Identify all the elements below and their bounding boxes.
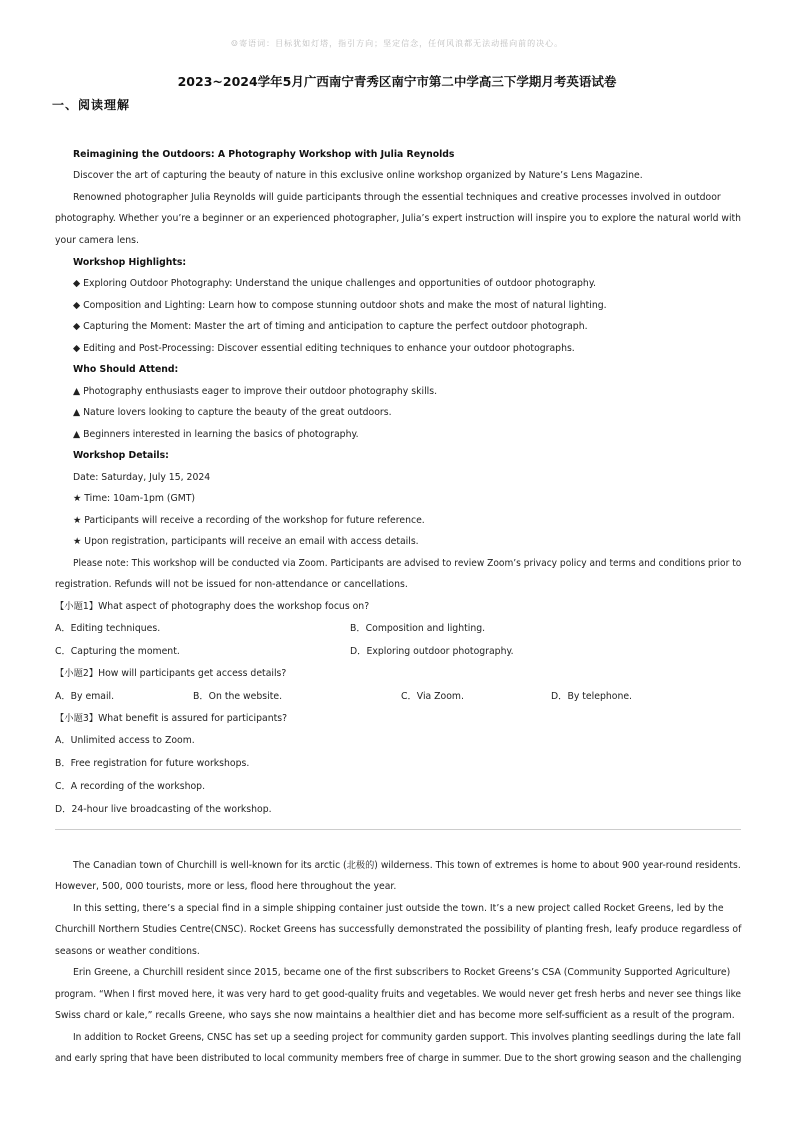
answer-option-a[interactable]: A．Unlimited access to Zoom.: [55, 735, 195, 746]
question-stem: 【小题3】What benefit is assured for participants?: [55, 713, 288, 724]
section-divider: [55, 829, 741, 830]
list-item: ◆ Composition and Lighting: Learn how to compose stunning outdoor shots and make the most of natural lighting.: [73, 300, 607, 311]
paragraph-line: In addition to Rocket Greens, CNSC has set up a seeding project for community garden support. This involves planting seedlings during the late fall: [73, 1032, 741, 1043]
paragraph-line: photography. Whether you’re a beginner or an experienced photographer, Julia’s expert instruction will inspire you to explore the natural world with: [55, 213, 742, 224]
motto-banner: ☺寄语词：目标犹如灯塔，指引方向；坚定信念，任何风浪都无法动摇向前的决心。: [230, 39, 564, 48]
paragraph-line: Please note: This workshop will be conducted via Zoom. Participants are advised to review Zoom’s privacy policy and terms and conditions prior to: [73, 558, 742, 569]
answer-option-a[interactable]: A．Editing techniques.: [55, 623, 161, 634]
answer-option-b[interactable]: B．Composition and lighting.: [350, 623, 486, 634]
paragraph-line: In this setting, there’s a special find in a simple shipping container just outside the town. It’s a new project called Rocket Greens, led by the: [73, 903, 724, 914]
question-stem: 【小题1】What aspect of photography does the workshop focus on?: [55, 601, 370, 612]
list-item: ★ Participants will receive a recording of the workshop for future reference.: [73, 515, 425, 526]
answer-option-b[interactable]: B．Free registration for future workshops.: [55, 758, 250, 769]
attend-heading: Who Should Attend:: [73, 364, 179, 375]
paragraph-line: However, 500, 000 tourists, more or less, flood here throughout the year.: [55, 881, 397, 892]
section-heading: 一、阅读理解: [52, 98, 131, 112]
paragraph-line: and early spring that have been distributed to local community members free of charge in summer. Due to the short growing season and the challenging: [55, 1053, 742, 1064]
list-item: Date: Saturday, July 15, 2024: [73, 472, 211, 483]
list-item: ◆ Capturing the Moment: Master the art of timing and anticipation to capture the perfect outdoor photograph.: [73, 321, 588, 332]
details-heading: Workshop Details:: [73, 450, 169, 461]
paragraph-line: Renowned photographer Julia Reynolds will guide participants through the essential techniques and creative processes involved in outdoor: [73, 192, 721, 203]
paragraph-line: Churchill Northern Studies Centre(CNSC). Rocket Greens has successfully demonstrated the possibility of planting fresh, leafy produce regardless of: [55, 924, 742, 935]
paragraph-line: Swiss chard or kale,” recalls Greene, who says she now maintains a healthier diet and has become more self-sufficient as a result of the program.: [55, 1010, 735, 1021]
paragraph-line: Erin Greene, a Churchill resident since 2015, became one of the first subscribers to Rocket Greens’s CSA (Community Supported Agriculture): [73, 967, 731, 978]
list-item: ★ Time: 10am-1pm (GMT): [73, 493, 196, 504]
list-item: ★ Upon registration, participants will receive an email with access details.: [73, 536, 419, 547]
answer-option-d[interactable]: D．24-hour live broadcasting of the workshop.: [55, 804, 272, 815]
answer-option-c[interactable]: C．Via Zoom.: [401, 691, 464, 702]
paragraph-line: Discover the art of capturing the beauty of nature in this exclusive online workshop organized by Nature’s Lens Magazine.: [73, 170, 643, 181]
answer-option-b[interactable]: B．On the website.: [193, 691, 283, 702]
list-item: ▲ Beginners interested in learning the basics of photography.: [73, 429, 359, 440]
list-item: ◆ Editing and Post-Processing: Discover essential editing techniques to enhance your outdoor photographs.: [73, 343, 575, 354]
list-item: ▲ Nature lovers looking to capture the beauty of the great outdoors.: [73, 407, 392, 418]
list-item: ▲ Photography enthusiasts eager to improve their outdoor photography skills.: [73, 386, 438, 397]
answer-option-c[interactable]: C．A recording of the workshop.: [55, 781, 206, 792]
answer-option-c[interactable]: C．Capturing the moment.: [55, 646, 180, 657]
passage-heading: Reimagining the Outdoors: A Photography Workshop with Julia Reynolds: [73, 149, 455, 160]
list-item: ◆ Exploring Outdoor Photography: Understand the unique challenges and opportunities of outdoor photography.: [73, 278, 596, 289]
highlights-heading: Workshop Highlights:: [73, 257, 187, 268]
paragraph-line: your camera lens.: [55, 235, 139, 246]
paragraph-line: The Canadian town of Churchill is well-known for its arctic (北极的) wilderness. This town of extremes is home to about 900 year-round residents.: [73, 860, 741, 871]
answer-option-d[interactable]: D．Exploring outdoor photography.: [350, 646, 514, 657]
paragraph-line: registration. Refunds will not be issued for non-attendance or cancellations.: [55, 579, 408, 590]
answer-option-d[interactable]: D．By telephone.: [551, 691, 633, 702]
question-stem: 【小题2】How will participants get access details?: [55, 668, 287, 679]
exam-title: 2023~2024学年5月广西南宁青秀区南宁市第二中学高三下学期月考英语试卷: [177, 74, 617, 89]
answer-option-a[interactable]: A．By email.: [55, 691, 115, 702]
paragraph-line: program. “When I first moved here, it was very hard to get good-quality fruits and vegetables. We would never get fresh herbs and never see things like: [55, 989, 742, 1000]
paragraph-line: seasons or weather conditions.: [55, 946, 200, 957]
